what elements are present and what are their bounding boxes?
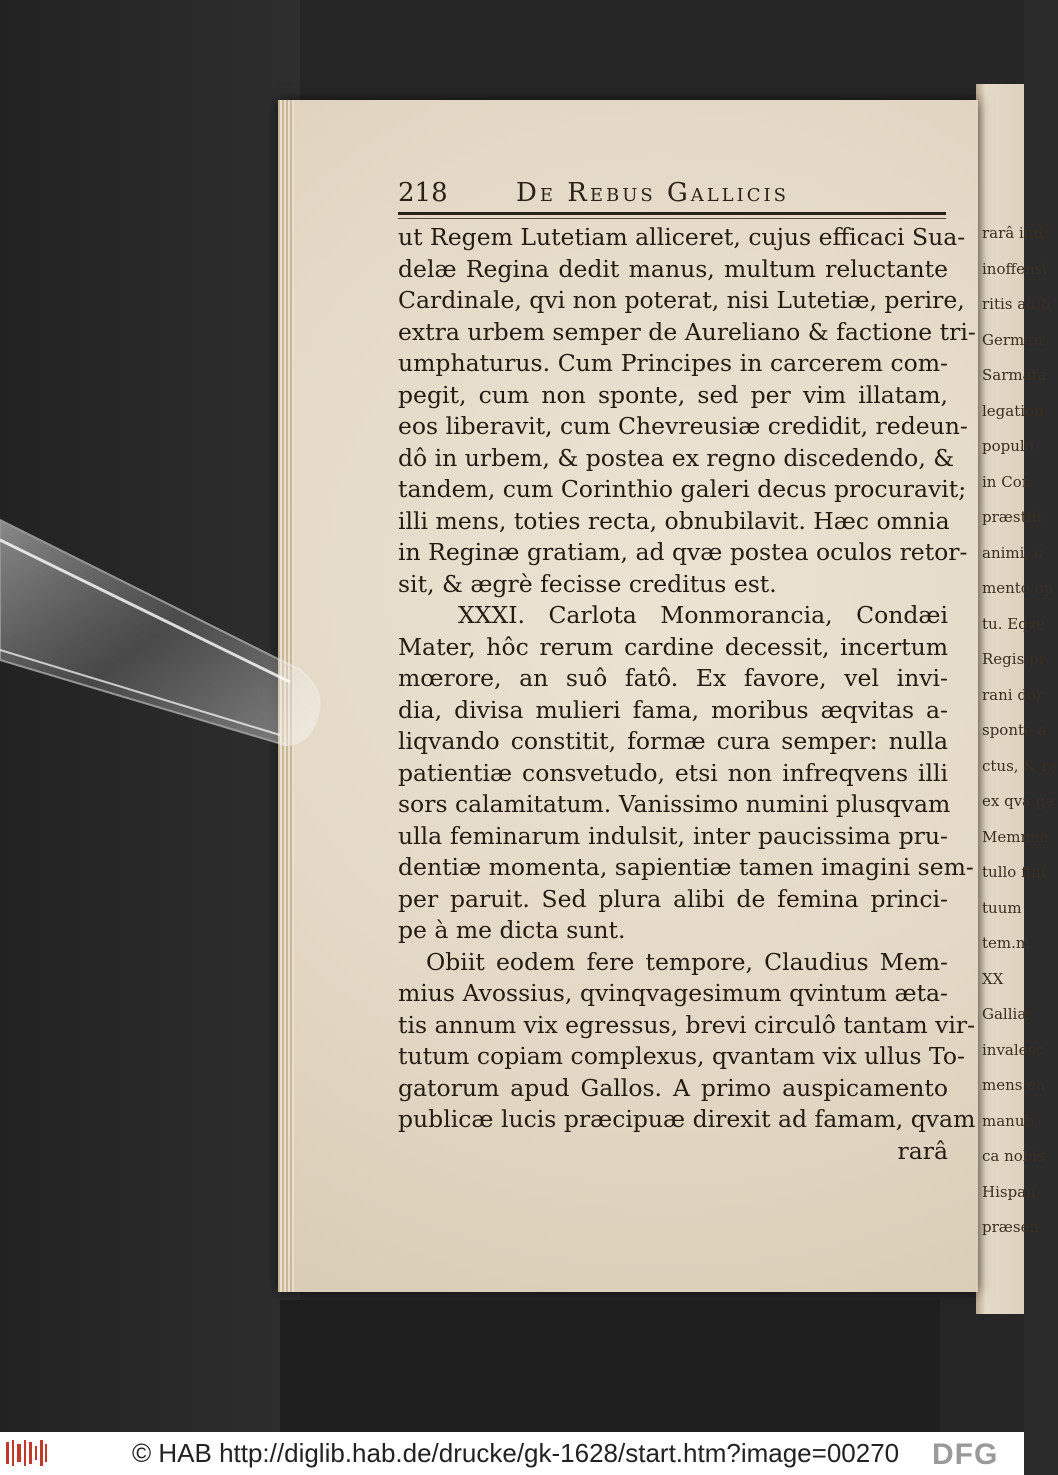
text-line: tis annum vix egressus, brevi circulô tantam vir-: [398, 1010, 976, 1039]
text-line: illi mens, toties recta, obnubilavit. Hæc omnia: [398, 506, 950, 535]
text-line: umphaturus. Cum Principes in carcerem com-: [398, 349, 948, 377]
header-rule: [398, 212, 946, 215]
facing-page-text-fragment: Sarmata: [982, 366, 1047, 384]
text-line: patientiæ consvetudo, etsi non infreqvens illi: [398, 758, 948, 787]
text-line: ut Regem Lutetiam alliceret, cujus efficaci Sua-: [398, 223, 966, 251]
facing-page-text-fragment: Hispan: [982, 1182, 1036, 1201]
header-rule-thin: [398, 218, 946, 219]
page-number: 218: [398, 178, 448, 208]
facing-page-text-fragment: ritis ad b: [982, 295, 1051, 313]
text-line: liqvando constitit, formæ cura semper: nulla: [398, 727, 948, 755]
facing-page-text-fragment: mens ea: [982, 1076, 1046, 1094]
facing-page-text-fragment: invalesc: [982, 1040, 1044, 1059]
text-line: pe à me dicta sunt.: [398, 916, 626, 944]
footer-bar: [0, 1432, 1024, 1475]
facing-page-text-fragment: ctus, & re: [982, 756, 1058, 775]
facing-page-text-fragment: præsen: [982, 1218, 1040, 1236]
text-line: in Reginæ gratiam, ad qvæ postea oculos retor-: [398, 538, 968, 566]
facing-page-text-fragment: ca nobis: [982, 1147, 1045, 1165]
text-line: mius Avossius, qvinqvagesimum qvintum æta-: [398, 979, 948, 1007]
catchword: rarâ: [897, 1136, 948, 1165]
text-line: sit, & ægrè fecisse creditus est.: [398, 569, 777, 598]
facing-page-text-fragment: tem.m: [982, 934, 1031, 952]
text-line: sors calamitatum. Vanissimo numini plusqvam: [398, 790, 951, 818]
text-line: gatorum apud Gallos. A primo auspicamento: [398, 1073, 948, 1102]
facing-page-text-fragment: legation: [982, 401, 1044, 420]
text-line: dô in urbem, & postea ex regno discedendo, &: [398, 443, 955, 472]
text-line: Cardinale, qvi non poterat, nisi Lutetiæ, perire,: [398, 286, 965, 314]
facing-page-text-fragment: tullo fini: [982, 863, 1046, 881]
page-weight-pointer: [0, 520, 330, 760]
text-line: tandem, cum Corinthio galeri decus procuravit;: [398, 475, 967, 503]
facing-page-text-fragment: animi, u: [982, 543, 1044, 562]
facing-page-text-fragment: rani dor: [982, 685, 1044, 704]
text-line: Obiit eodem fere tempore, Claudius Mem-: [426, 947, 948, 976]
running-title: De Rebus Gallicis: [516, 178, 789, 208]
dfg-logo: DFG: [932, 1438, 999, 1471]
text-line: pegit, cum non sponte, sed per vim illatam,: [398, 380, 948, 409]
facing-page-text-fragment: manub: [982, 1111, 1035, 1130]
facing-page-text-fragment: mento op: [982, 579, 1054, 597]
text-line: delæ Regina dedit manus, multum reluctante: [398, 254, 948, 283]
facing-page-text-fragment: tu. Eqve: [982, 614, 1046, 633]
text-line: extra urbem semper de Aureliano & factione tri-: [398, 317, 976, 346]
facing-page-text-fragment: German: [982, 330, 1043, 349]
text-line: tutum copiam complexus, qvantam vix ullus To-: [398, 1042, 965, 1070]
footer-citation: © HAB http://diglib.hab.de/drucke/gk-1628/start.htm?image=00270: [132, 1438, 900, 1468]
facing-page-text-fragment: ex qva ge: [982, 792, 1055, 810]
facing-page-text-fragment: tuum: [982, 898, 1022, 917]
dark-backdrop-bottom: [280, 1300, 940, 1432]
facing-page-text-fragment: inoffensi: [982, 259, 1048, 278]
facing-page-text-fragment: præstiti: [982, 508, 1043, 526]
text-line: publicæ lucis præcipuæ direxit ad famam, qvam: [398, 1105, 976, 1133]
body-text: [398, 222, 976, 1167]
facing-page-text-fragment: Galliæ: [982, 1005, 1032, 1023]
text-line: ulla feminarum indulsit, inter paucissima pru-: [398, 821, 948, 850]
facing-page-text-fragment: rarâ indi: [982, 224, 1048, 242]
facing-page-text-fragment: sponte a: [982, 721, 1047, 739]
text-line: XXXI. Carlota Monmorancia, Condæi: [458, 601, 948, 629]
facing-page-text-fragment: Memmia: [982, 827, 1049, 846]
text-line: Mater, hôc rerum cardine decessit, incertum: [398, 632, 948, 661]
text-line: per paruit. Sed plura alibi de femina princi-: [398, 884, 948, 913]
facing-page-text-fragment: in Con: [982, 472, 1032, 491]
hab-barcode-logo: [6, 1438, 48, 1468]
facing-page-text-fragment: populo: [982, 437, 1034, 455]
text-line: mœrore, an suô fatô. Ex favore, vel invi-: [398, 664, 948, 692]
text-line: dentiæ momenta, sapientiæ tamen imagini sem-: [398, 853, 974, 881]
facing-page-text-fragment: Regis pr: [982, 650, 1046, 668]
text-line: eos liberavit, cum Chevreusiæ credidit, redeun-: [398, 412, 968, 440]
text-line: dia, divisa mulieri fama, moribus æqvitas a-: [398, 695, 948, 724]
facing-page-text-fragment: XX: [982, 969, 1004, 988]
facing-page-edge: [976, 84, 1058, 1314]
